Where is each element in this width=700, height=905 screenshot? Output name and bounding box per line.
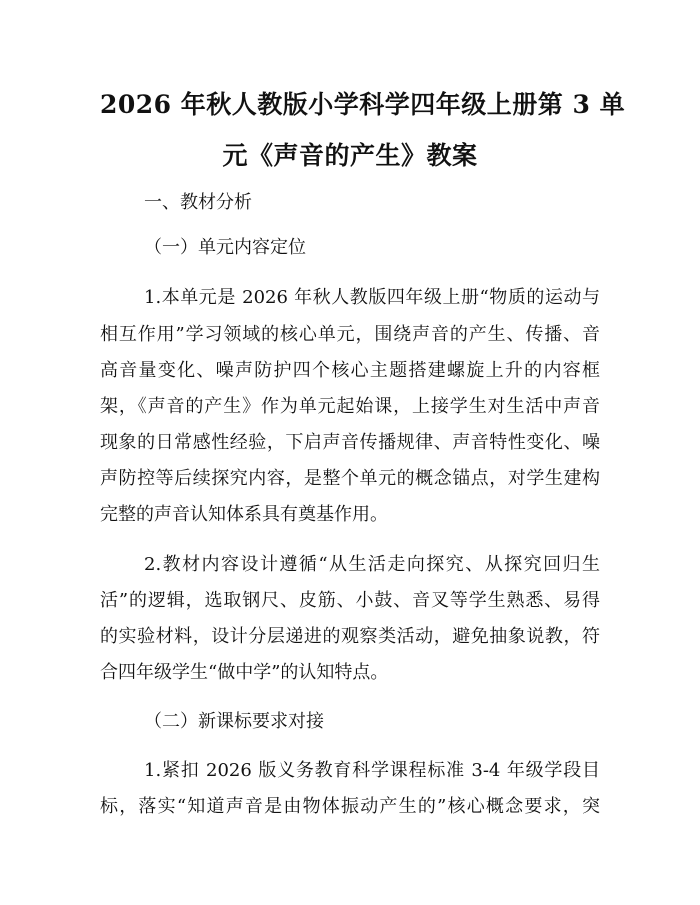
document-title-line-1: 2026 年秋人教版小学科学四年级上册第 3 单 <box>100 90 626 119</box>
paragraph-1-line: 架，《声音的产生》作为单元起始课，上接学生对生活中声音 <box>100 396 600 417</box>
paragraph-1-line: 相互作用”学习领域的核心单元，围绕声音的产生、传播、音 <box>100 324 600 345</box>
paragraph-1-line: 完整的声音认知体系具有奠基作用。 <box>100 504 388 525</box>
paragraph-1-line: 高音量变化、噪声防护四个核心主题搭建螺旋上升的内容框 <box>100 360 600 381</box>
paragraph-2-line: 2.教材内容设计遵循“从生活走向探究、从探究回归生 <box>144 554 600 575</box>
paragraph-1-line: 声防控等后续探究内容，是整个单元的概念锚点，对学生建构 <box>100 468 600 489</box>
paragraph-1-line: 现象的日常感性经验，下启声音传播规律、声音特性变化、噪 <box>100 432 600 453</box>
subsection-heading-curriculum-standards: （二）新课标要求对接 <box>144 711 324 732</box>
paragraph-3-line: 1.紧扣 2026 版义务教育科学课程标准 3-4 年级学段目 <box>144 760 600 781</box>
paragraph-2-line: 活”的逻辑，选取钢尺、皮筋、小鼓、音叉等学生熟悉、易得 <box>100 590 600 611</box>
section-heading-teaching-material-analysis: 一、教材分析 <box>144 192 252 213</box>
paragraph-1-line: 1.本单元是 2026 年秋人教版四年级上册“物质的运动与 <box>144 287 600 308</box>
paragraph-2-line: 的实验材料，设计分层递进的观察类活动，避免抽象说教，符 <box>100 626 600 647</box>
document-title-line-2: 元《声音的产生》教案 <box>222 141 478 170</box>
paragraph-2-line: 合四年级学生“做中学”的认知特点。 <box>100 662 389 683</box>
paragraph-3-line: 标，落实“知道声音是由物体振动产生的”核心概念要求，突 <box>100 796 600 817</box>
subsection-heading-unit-positioning: （一）单元内容定位 <box>144 237 306 258</box>
